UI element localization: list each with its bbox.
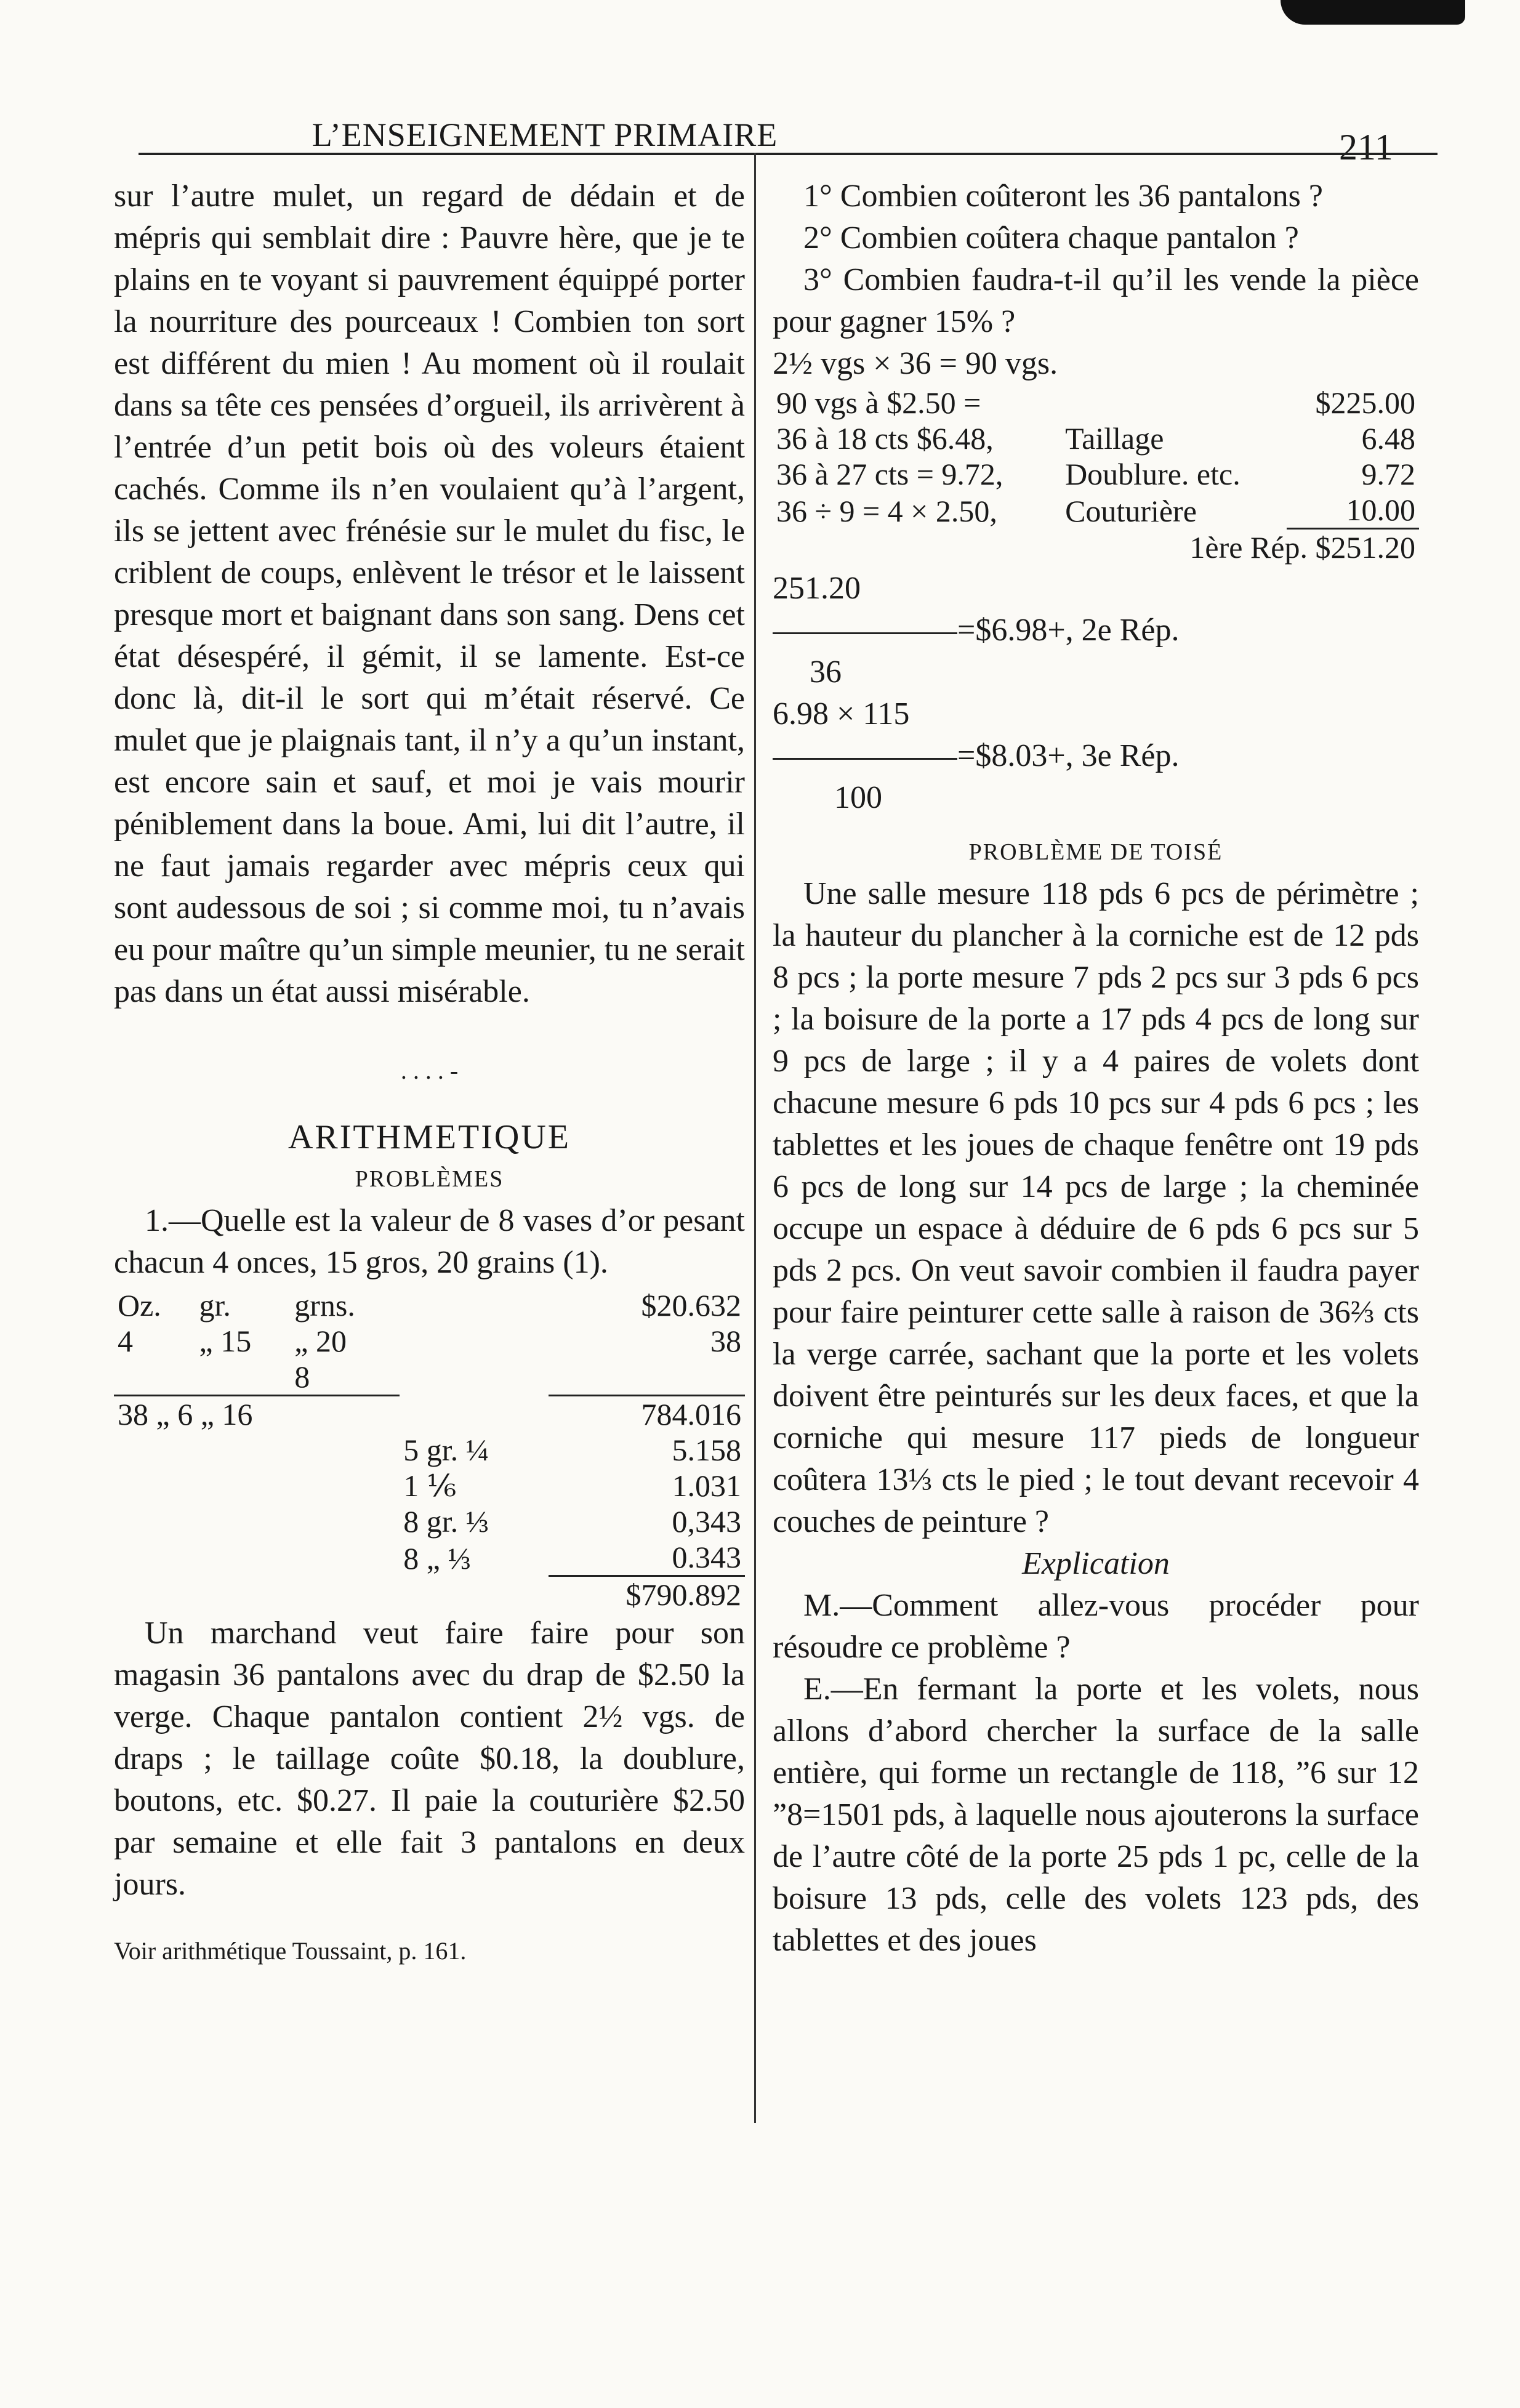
fraction-denominator: 36 xyxy=(810,654,842,690)
section-separator: . . . . - xyxy=(400,1057,459,1084)
fraction-1 xyxy=(773,568,1419,693)
student-answer: E.—En fermant la porte et les volets, nous allons d’abord chercher la surface de la salle entière, qui forme un rectangle de 118, ”6 sur 12 ”8=1501 pds, à laquelle nous ajouterons la surface de l’autre côté de la porte 25 pds 1 pc, celle de la boisure 13 pds, celle des volets 123 pds, des tablettes et des joues xyxy=(773,1672,1419,1958)
calc-cell: 8 xyxy=(291,1359,400,1396)
problem-title: PROBLÈME DE TOISÉ xyxy=(968,839,1223,865)
fraction-bar xyxy=(773,632,957,634)
header-rule xyxy=(139,153,1438,155)
cost-cell: $225.00 xyxy=(1315,385,1415,420)
section-title: ARITHMETIQUE xyxy=(288,1118,571,1156)
fable-text: sur l’autre mulet, un regard de dédain et de mépris qui semblait dire : Pauvre hère, que je te plains en te voyant si pauvrement équippé porter la nourriture des pourceaux ! Combien ton sort est différent du mien ! Au moment où il roulait dans sa tête ces pensées d’orgueil, ils arrivèrent à l’entrée d’un petit bois où des voleurs étaient cachés. Comme ils n’en voulaient qu’à l’argent, ils se jettent avec frénésie sur le mulet du fisc, le criblent de coups, enlèvent le trésor et le laissent presque mort et baignant dans son sang. Dens cet état désespéré, il gémit, il se lamente. Est-ce donc là, dit-il le sort qui m’était réservé. Ce mulet que je plaignais tant, il n’y a qu’un instant, est encore sain et sauf, et moi je vais mourir péniblement dans la boue. Ami, lui dit l’autre, il ne faut jamais regarder avec mépris ceux qui sont audessous de soi ; si comme moi, tu n’avais eu pour maître qu’un simple meunier, tu ne serait pas dans un état aussi misérable. xyxy=(114,179,745,1009)
fraction-result: =$8.03+, 3e Rép. xyxy=(957,738,1180,773)
calc-cell: 38 xyxy=(710,1324,741,1358)
calc-cell: 5 gr. ¼ xyxy=(403,1433,489,1467)
ink-blot xyxy=(1281,0,1465,25)
calc-cell: 4 xyxy=(118,1324,133,1358)
fraction-bar xyxy=(773,758,957,760)
question-1: 1° Combien coûteront les 36 pantalons ? xyxy=(803,179,1323,214)
calc-cell: 8 gr. ⅓ xyxy=(403,1504,489,1539)
fraction-denominator: 100 xyxy=(834,780,882,815)
fraction-result: =$6.98+, 2e Rép. xyxy=(957,613,1180,648)
calc-cell: 5.158 xyxy=(672,1433,741,1467)
calc-cell: 0.343 xyxy=(549,1539,745,1576)
calc-cell: $20.632 xyxy=(641,1288,741,1323)
problem-1: 1.—Quelle est la valeur de 8 vases d’or pesant chacun 4 onces, 15 gros, 20 grains (1). xyxy=(114,1203,745,1280)
calc-cell: 1.031 xyxy=(672,1468,741,1503)
cost-cell: 36 à 27 cts = 9.72, xyxy=(776,457,1003,491)
calc-cell: „ 15 xyxy=(199,1324,252,1358)
right-column xyxy=(773,175,1419,1962)
cost-table xyxy=(773,385,1419,565)
cost-cell: 90 vgs à $2.50 = xyxy=(776,385,981,420)
calc-cell: gr. xyxy=(199,1288,231,1323)
cost-cell: Taillage xyxy=(1065,421,1164,456)
cost-cell: 6.48 xyxy=(1361,421,1415,456)
cost-cell: 36 à 18 cts $6.48, xyxy=(776,421,994,456)
problem-text: Une salle mesure 118 pds 6 pcs de périmètre ; la hauteur du plancher à la corniche est de 12 pds 8 pcs ; la porte mesure 7 pds 2 pcs sur 3 pds 6 pcs ; la boisure de la porte a 17 pds 4 pcs de long sur 9 pcs de large ; il y a 4 paires de volets dont chacune mesure 6 pds 10 pcs sur 4 pds 6 pcs ; les tablettes et les joues de chaque fenêtre ont 19 pds 6 pcs de long sur 14 pcs de large ; la cheminée occupe un espace à déduire de 6 pds 6 pcs sur 5 pds 2 pcs. On veut savoir combien il faudra payer pour faire peinturer cette salle à raison de 36⅔ cts la verge carrée, sachant que la porte et les volets doivent être peinturés sur les deux faces, et que la corniche qui mesure 117 pieds de longueur coûtera 13⅓ cts le pied ; le tout devant recevoir 4 couches de peinture ? xyxy=(773,876,1419,1539)
fraction-numerator: 251.20 xyxy=(773,571,861,606)
left-column xyxy=(114,175,745,1972)
calc-cell: 784.016 xyxy=(641,1397,741,1432)
calc-cell: 0,343 xyxy=(672,1504,741,1539)
calc-cell: 1 ⅙ xyxy=(403,1468,457,1503)
calc-cell: 38 „ 6 „ 16 xyxy=(118,1397,253,1432)
calc-cell: „ 20 xyxy=(294,1324,347,1358)
cost-cell: Couturière xyxy=(1065,493,1197,528)
calc-cell: Oz. xyxy=(118,1288,161,1323)
question-3: 3° Combien faudra-t-il qu’il les vende la pièce pour gagner 15% ? xyxy=(773,262,1419,339)
answer-1: 1ère Rép. $251.20 xyxy=(1189,530,1415,565)
calc-total: $790.892 xyxy=(625,1577,741,1612)
fraction-numerator: 6.98 × 115 xyxy=(773,696,910,731)
running-header: L’ENSEIGNEMENT PRIMAIRE xyxy=(312,116,778,153)
cost-cell: 36 ÷ 9 = 4 × 2.50, xyxy=(776,493,997,528)
calc-line: 2½ vgs × 36 = 90 vgs. xyxy=(773,346,1058,381)
calculation-table xyxy=(114,1287,745,1613)
cost-cell xyxy=(1061,385,1287,421)
cost-cell: 9.72 xyxy=(1361,457,1415,491)
footnote: Voir arithmétique Toussaint, p. 161. xyxy=(114,1937,467,1965)
cost-cell: Doublure. etc. xyxy=(1065,457,1241,491)
subsection-title: PROBLÈMES xyxy=(355,1166,504,1192)
explanation-title: Explication xyxy=(1022,1546,1170,1581)
teacher-question: M.—Comment allez-vous procéder pour résoudre ce problème ? xyxy=(773,1588,1419,1665)
calc-cell: grns. xyxy=(294,1288,355,1323)
fraction-2 xyxy=(773,693,1419,819)
question-2: 2° Combien coûtera chaque pantalon ? xyxy=(803,220,1299,256)
calc-cell: 8 „ ⅓ xyxy=(403,1540,471,1576)
column-divider xyxy=(754,153,756,2123)
page-number: 211 xyxy=(1339,127,1393,167)
problem-2: Un marchand veut faire faire pour son magasin 36 pantalons avec du drap de $2.50 la verge. Chaque pantalon contient 2½ vgs. de draps ; le taillage coûte $0.18, la doublure, boutons, etc. $0.27. Il paie la couturière $2.50 par semaine et elle fait 3 pantalons en deux jours. xyxy=(114,1616,745,1902)
cost-cell: 10.00 xyxy=(1287,492,1419,529)
